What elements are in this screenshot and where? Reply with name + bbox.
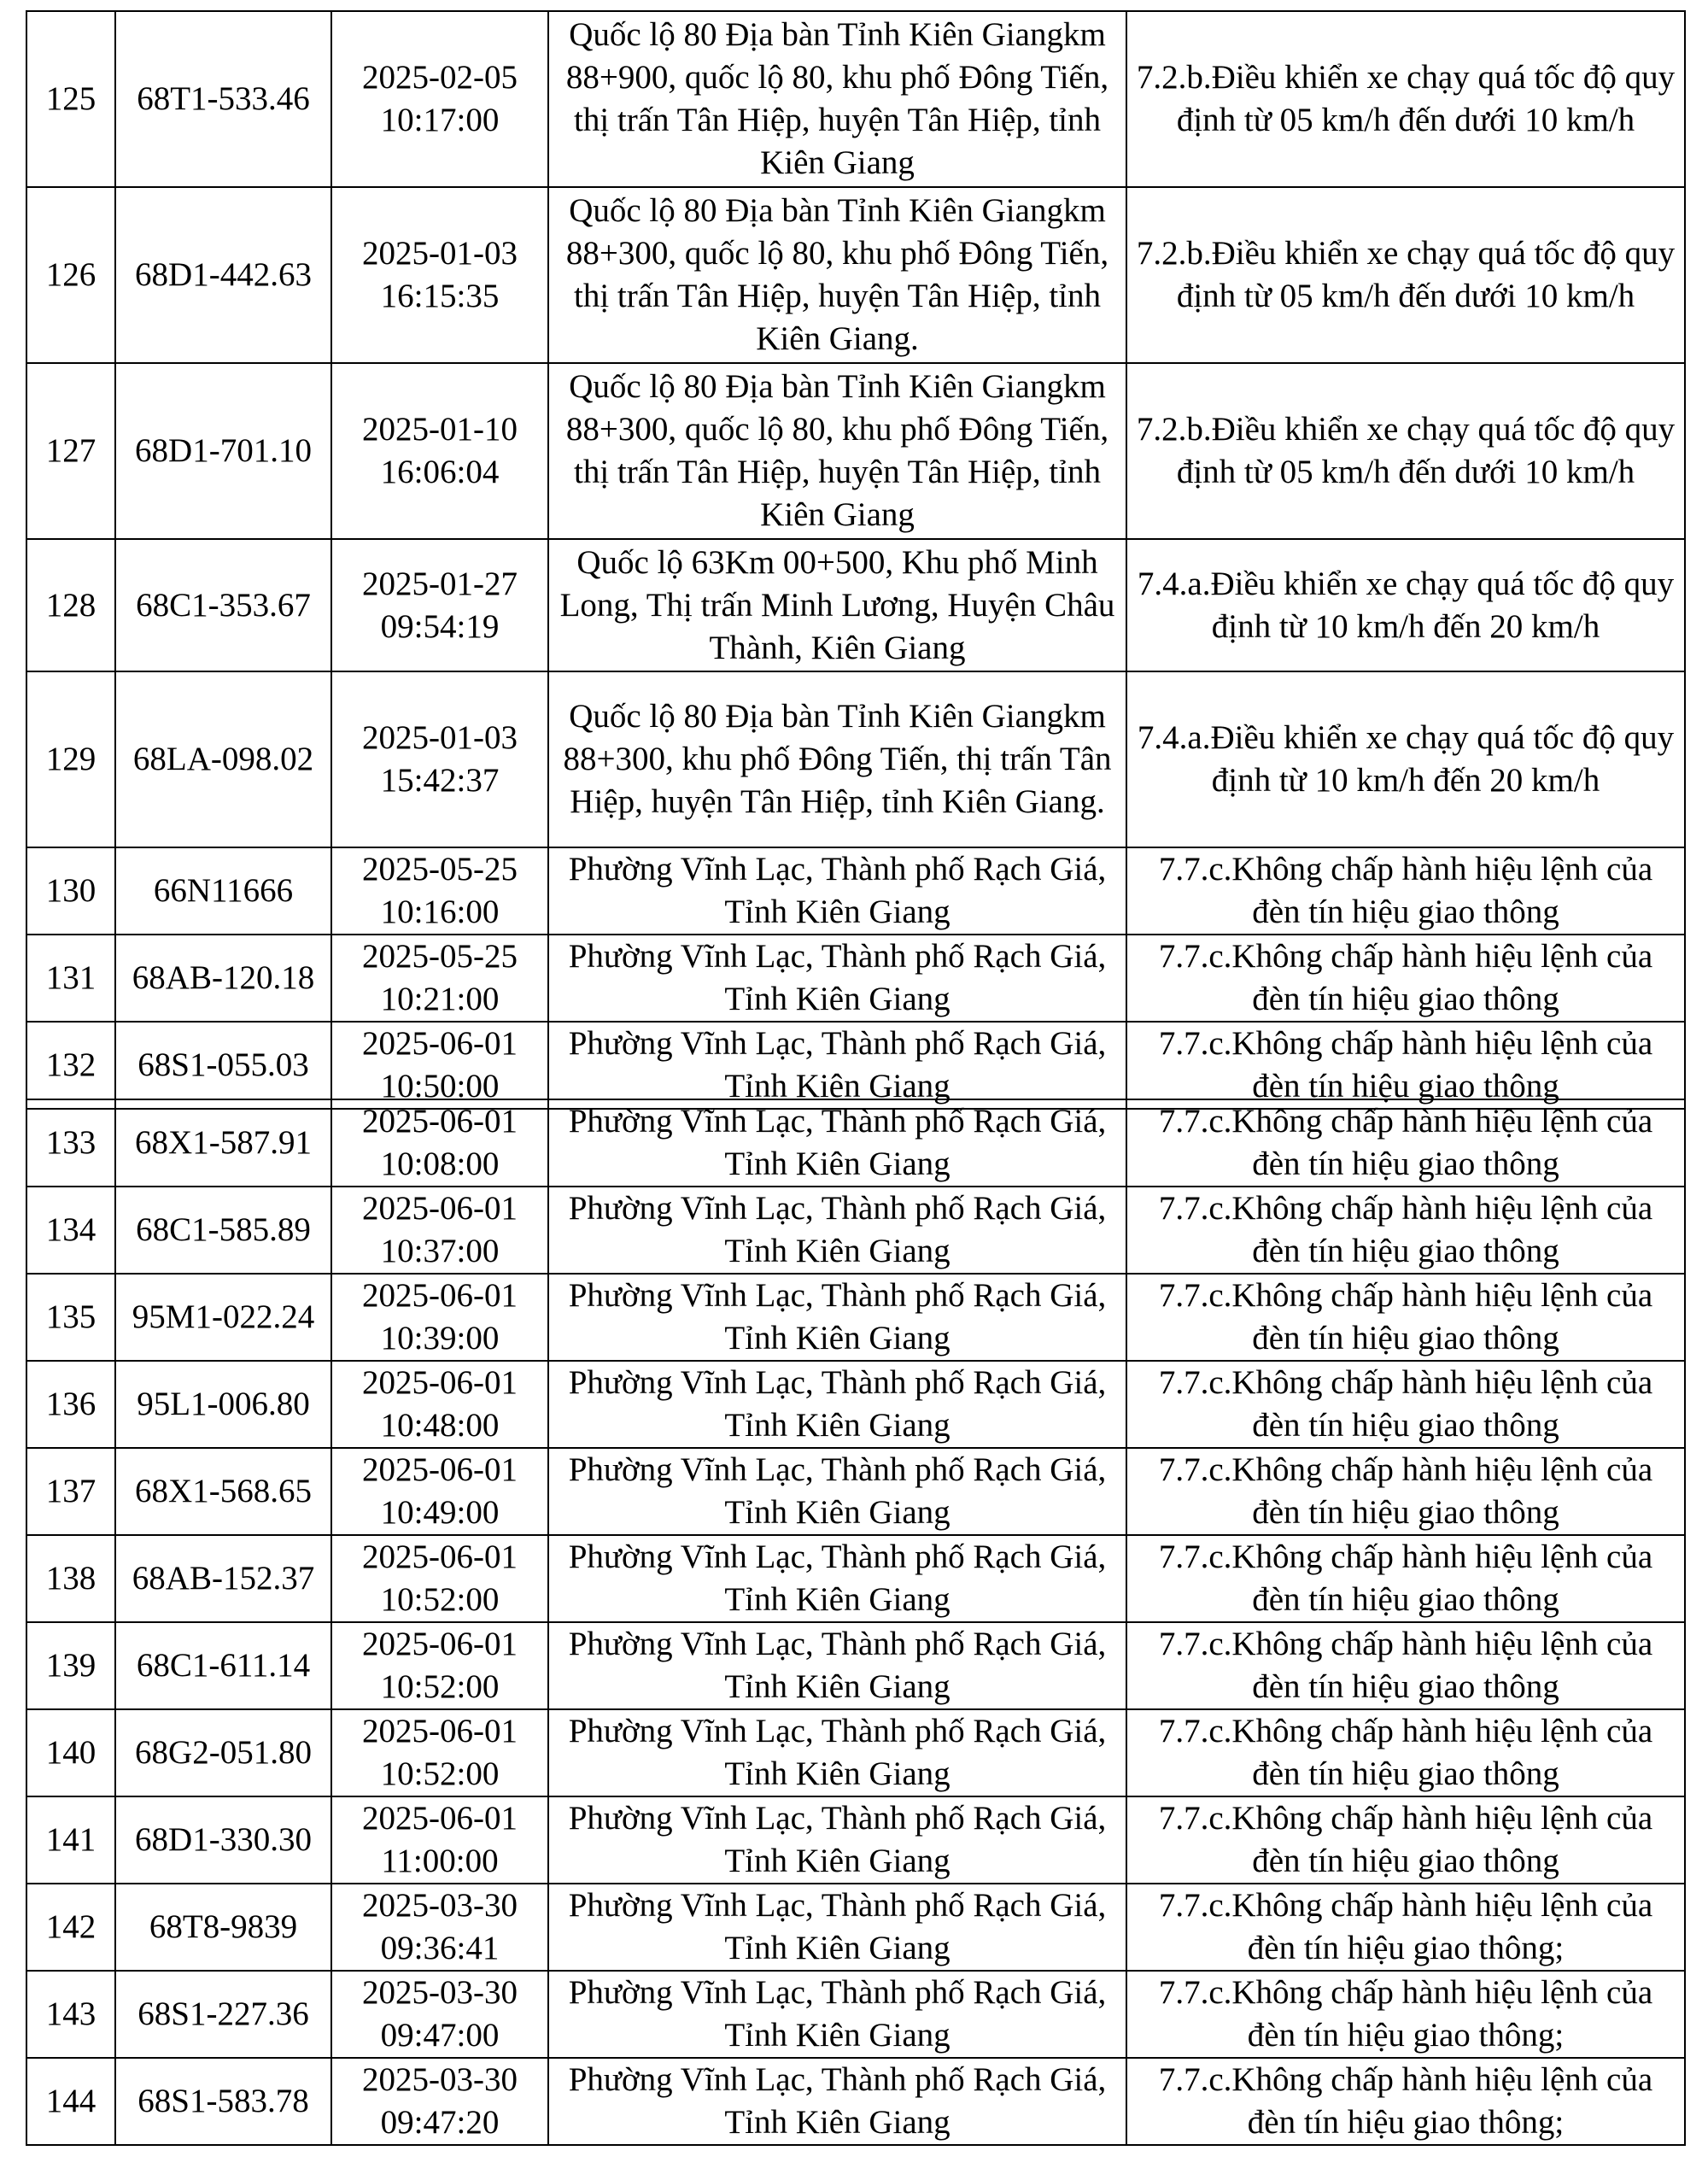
plate-value: 68S1-055.03	[137, 1046, 309, 1083]
plate-value: 68AB-120.18	[132, 959, 315, 996]
plate-value: 68T8-9839	[149, 1908, 298, 1945]
location-value: Phường Vĩnh Lạc, Thành phố Rạch Giá, Tỉnh Kiên Giang	[568, 1538, 1107, 1618]
datetime-cell	[331, 11, 548, 187]
datetime-cell	[331, 2058, 548, 2145]
table-row	[26, 1709, 1685, 1796]
location-cell	[548, 2058, 1126, 2145]
stt-cell	[26, 1099, 115, 1187]
date-value: 2025-03-30	[362, 1887, 518, 1924]
plate-cell	[115, 539, 331, 671]
stt-cell	[26, 1022, 115, 1109]
plate-value: 68S1-227.36	[137, 1995, 309, 2032]
violation-value: 7.7.c.Không chấp hành hiệu lệnh của đèn tín hiệu giao thông	[1158, 1451, 1653, 1531]
location-cell	[548, 1274, 1126, 1361]
violation-value: 7.7.c.Không chấp hành hiệu lệnh của đèn tín hiệu giao thông	[1158, 851, 1653, 930]
violation-value: 7.7.c.Không chấp hành hiệu lệnh của đèn tín hiệu giao thông;	[1158, 1974, 1653, 2054]
stt-value: 133	[45, 1124, 97, 1161]
location-value: Phường Vĩnh Lạc, Thành phố Rạch Giá, Tỉnh Kiên Giang	[568, 1277, 1107, 1357]
violation-value: 7.2.b.Điều khiển xe chạy quá tốc độ quy định từ 05 km/h đến dưới 10 km/h	[1136, 411, 1676, 490]
location-cell	[548, 1796, 1126, 1884]
plate-cell	[115, 1971, 331, 2058]
plate-cell	[115, 671, 331, 847]
plate-cell	[115, 1187, 331, 1274]
stt-cell	[26, 671, 115, 847]
violation-value: 7.7.c.Không chấp hành hiệu lệnh của đèn tín hiệu giao thông;	[1158, 1887, 1653, 1966]
date-value: 2025-05-25	[362, 851, 518, 888]
location-cell	[548, 363, 1126, 539]
violations-table-part1	[26, 10, 1686, 1110]
date-value: 2025-01-03	[362, 235, 518, 272]
location-cell	[548, 1709, 1126, 1796]
violation-cell	[1126, 1022, 1685, 1109]
table-row	[26, 363, 1685, 539]
plate-value: 68X1-568.65	[135, 1473, 312, 1509]
time-value: 09:54:19	[380, 607, 500, 645]
date-value: 2025-06-01	[362, 1364, 518, 1401]
datetime-cell	[331, 539, 548, 671]
location-value: Phường Vĩnh Lạc, Thành phố Rạch Giá, Tỉnh Kiên Giang	[568, 1713, 1107, 1792]
location-value: Quốc lộ 80 Địa bàn Tỉnh Kiên Giangkm 88+300, quốc lộ 80, khu phố Đông Tiến, thị trấn Tân Hiệp, huyện Tân Hiệp, tỉnh Kiên Giang	[565, 368, 1109, 533]
table-row	[26, 539, 1685, 671]
violation-value: 7.7.c.Không chấp hành hiệu lệnh của đèn tín hiệu giao thông	[1158, 1800, 1653, 1879]
violation-cell	[1126, 11, 1685, 187]
time-value: 10:21:00	[380, 981, 500, 1017]
location-cell	[548, 539, 1126, 671]
location-value: Quốc lộ 80 Địa bàn Tỉnh Kiên Giangkm 88+900, quốc lộ 80, khu phố Đông Tiến, thị trấn Tân Hiệp, huyện Tân Hiệp, tỉnh Kiên Giang	[565, 16, 1109, 181]
stt-cell	[26, 363, 115, 539]
table-row	[26, 671, 1685, 847]
location-cell	[548, 1448, 1126, 1535]
plate-cell	[115, 1884, 331, 1971]
violation-cell	[1126, 1796, 1685, 1884]
plate-value: 68D1-330.30	[135, 1821, 312, 1858]
violation-value: 7.7.c.Không chấp hành hiệu lệnh của đèn tín hiệu giao thông	[1158, 1364, 1653, 1444]
time-value: 10:37:00	[380, 1233, 500, 1269]
plate-cell	[115, 1796, 331, 1884]
location-cell	[548, 847, 1126, 935]
time-value: 16:15:35	[380, 278, 500, 314]
time-value: 10:48:00	[380, 1407, 500, 1444]
violation-value: 7.7.c.Không chấp hành hiệu lệnh của đèn tín hiệu giao thông	[1158, 1538, 1653, 1618]
location-cell	[548, 1022, 1126, 1109]
stt-cell	[26, 847, 115, 935]
plate-value: 68G2-051.80	[135, 1734, 312, 1771]
stt-cell	[26, 2058, 115, 2145]
plate-cell	[115, 847, 331, 935]
stt-value: 128	[45, 586, 97, 624]
location-cell	[548, 11, 1126, 187]
table-row	[26, 1971, 1685, 2058]
violation-value: 7.2.b.Điều khiển xe chạy quá tốc độ quy định từ 05 km/h đến dưới 10 km/h	[1136, 59, 1676, 138]
location-cell	[548, 671, 1126, 847]
plate-value: 68X1-587.91	[135, 1124, 312, 1161]
violation-value: 7.7.c.Không chấp hành hiệu lệnh của đèn tín hiệu giao thông	[1158, 1103, 1653, 1182]
date-value: 2025-06-01	[362, 1538, 518, 1575]
violation-cell	[1126, 1535, 1685, 1622]
plate-value: 95L1-006.80	[137, 1386, 310, 1422]
plate-cell	[115, 1361, 331, 1448]
datetime-cell	[331, 1448, 548, 1535]
location-cell	[548, 1535, 1126, 1622]
table-row	[26, 1361, 1685, 1448]
plate-value: 95M1-022.24	[132, 1298, 315, 1335]
plate-value: 68S1-583.78	[137, 2083, 309, 2119]
table-row	[26, 935, 1685, 1022]
date-value: 2025-05-25	[362, 938, 518, 975]
violation-value: 7.7.c.Không chấp hành hiệu lệnh của đèn tín hiệu giao thông	[1158, 1713, 1653, 1792]
violation-cell	[1126, 671, 1685, 847]
violation-value: 7.4.a.Điều khiển xe chạy quá tốc độ quy định từ 10 km/h đến 20 km/h	[1137, 719, 1675, 799]
table-row	[26, 1796, 1685, 1884]
date-value: 2025-03-30	[362, 2061, 518, 2098]
stt-value: 140	[45, 1734, 97, 1771]
plate-value: 68C1-611.14	[136, 1647, 311, 1684]
plate-value: 68C1-585.89	[136, 1211, 311, 1248]
stt-value: 138	[45, 1560, 97, 1597]
location-cell	[548, 1622, 1126, 1709]
datetime-cell	[331, 1622, 548, 1709]
location-value: Phường Vĩnh Lạc, Thành phố Rạch Giá, Tỉnh Kiên Giang	[568, 938, 1107, 1017]
stt-value: 142	[45, 1908, 97, 1945]
stt-value: 143	[45, 1995, 97, 2032]
stt-cell	[26, 1274, 115, 1361]
plate-cell	[115, 2058, 331, 2145]
datetime-cell	[331, 1022, 548, 1109]
time-value: 09:36:41	[380, 1930, 500, 1966]
table-row	[26, 11, 1685, 187]
date-value: 2025-06-01	[362, 1626, 518, 1662]
plate-cell	[115, 363, 331, 539]
plate-cell	[115, 935, 331, 1022]
datetime-cell	[331, 935, 548, 1022]
violation-cell	[1126, 363, 1685, 539]
violation-value: 7.7.c.Không chấp hành hiệu lệnh của đèn tín hiệu giao thông;	[1158, 2061, 1653, 2141]
time-value: 10:16:00	[380, 894, 500, 930]
violation-value: 7.7.c.Không chấp hành hiệu lệnh của đèn tín hiệu giao thông	[1158, 1025, 1653, 1105]
violation-cell	[1126, 1709, 1685, 1796]
stt-value: 137	[45, 1473, 97, 1509]
table-row	[26, 1535, 1685, 1622]
violation-cell	[1126, 539, 1685, 671]
violation-value: 7.2.b.Điều khiển xe chạy quá tốc độ quy định từ 05 km/h đến dưới 10 km/h	[1136, 235, 1676, 314]
stt-value: 129	[45, 741, 97, 777]
plate-cell	[115, 1535, 331, 1622]
datetime-cell	[331, 1884, 548, 1971]
location-cell	[548, 935, 1126, 1022]
violation-cell	[1126, 1622, 1685, 1709]
time-value: 10:52:00	[380, 1581, 500, 1618]
stt-cell	[26, 1361, 115, 1448]
stt-value: 130	[45, 872, 97, 909]
location-value: Phường Vĩnh Lạc, Thành phố Rạch Giá, Tỉnh Kiên Giang	[568, 1800, 1107, 1879]
violation-cell	[1126, 1274, 1685, 1361]
time-value: 10:39:00	[380, 1320, 500, 1357]
location-value: Phường Vĩnh Lạc, Thành phố Rạch Giá, Tỉnh Kiên Giang	[568, 1025, 1107, 1105]
time-value: 16:06:04	[380, 454, 500, 490]
table-row	[26, 1622, 1685, 1709]
time-value: 10:52:00	[380, 1668, 500, 1705]
violation-cell	[1126, 847, 1685, 935]
datetime-cell	[331, 363, 548, 539]
stt-value: 141	[45, 1821, 97, 1858]
location-cell	[548, 1187, 1126, 1274]
stt-cell	[26, 1884, 115, 1971]
violation-cell	[1126, 1187, 1685, 1274]
location-value: Quốc lộ 80 Địa bàn Tỉnh Kiên Giangkm 88+300, quốc lộ 80, khu phố Đông Tiến, thị trấn Tân Hiệp, huyện Tân Hiệp, tỉnh Kiên Giang.	[565, 192, 1109, 357]
stt-cell	[26, 1187, 115, 1274]
table-row	[26, 2058, 1685, 2145]
stt-value: 135	[45, 1298, 97, 1335]
stt-value: 126	[45, 256, 97, 293]
plate-cell	[115, 11, 331, 187]
table-row	[26, 847, 1685, 935]
time-value: 09:47:00	[380, 2017, 500, 2054]
stt-cell	[26, 539, 115, 671]
plate-cell	[115, 1448, 331, 1535]
stt-value: 127	[45, 432, 97, 469]
table-row	[26, 1099, 1685, 1187]
stt-value: 139	[45, 1647, 97, 1684]
stt-cell	[26, 1448, 115, 1535]
violation-value: 7.7.c.Không chấp hành hiệu lệnh của đèn tín hiệu giao thông	[1158, 1626, 1653, 1705]
time-value: 11:00:00	[381, 1843, 499, 1879]
location-cell	[548, 1971, 1126, 2058]
stt-cell	[26, 1796, 115, 1884]
violation-value: 7.4.a.Điều khiển xe chạy quá tốc độ quy định từ 10 km/h đến 20 km/h	[1137, 565, 1675, 645]
stt-cell	[26, 1622, 115, 1709]
date-value: 2025-03-30	[362, 1974, 518, 2011]
datetime-cell	[331, 671, 548, 847]
stt-cell	[26, 1535, 115, 1622]
location-value: Quốc lộ 63Km 00+500, Khu phố Minh Long, Thị trấn Minh Lương, Huyện Châu Thành, Kiên Giang	[559, 543, 1115, 666]
violation-cell	[1126, 187, 1685, 363]
location-value: Phường Vĩnh Lạc, Thành phố Rạch Giá, Tỉnh Kiên Giang	[568, 1103, 1107, 1182]
date-value: 2025-06-01	[362, 1800, 518, 1837]
location-value: Phường Vĩnh Lạc, Thành phố Rạch Giá, Tỉnh Kiên Giang	[568, 1626, 1107, 1705]
stt-cell	[26, 11, 115, 187]
plate-value: 68C1-353.67	[136, 586, 311, 624]
violation-value: 7.7.c.Không chấp hành hiệu lệnh của đèn tín hiệu giao thông	[1158, 1277, 1653, 1357]
plate-value: 68AB-152.37	[132, 1560, 315, 1597]
plate-cell	[115, 1022, 331, 1109]
datetime-cell	[331, 1535, 548, 1622]
location-value: Phường Vĩnh Lạc, Thành phố Rạch Giá, Tỉnh Kiên Giang	[568, 851, 1107, 930]
violation-value: 7.7.c.Không chấp hành hiệu lệnh của đèn tín hiệu giao thông	[1158, 1190, 1653, 1269]
date-value: 2025-06-01	[362, 1277, 518, 1314]
date-value: 2025-06-01	[362, 1025, 518, 1062]
location-value: Phường Vĩnh Lạc, Thành phố Rạch Giá, Tỉnh Kiên Giang	[568, 1190, 1107, 1269]
stt-value: 136	[45, 1386, 97, 1422]
time-value: 10:50:00	[380, 1068, 500, 1105]
location-value: Phường Vĩnh Lạc, Thành phố Rạch Giá, Tỉnh Kiên Giang	[568, 1364, 1107, 1444]
datetime-cell	[331, 187, 548, 363]
datetime-cell	[331, 1099, 548, 1187]
violation-cell	[1126, 1361, 1685, 1448]
plate-cell	[115, 187, 331, 363]
date-value: 2025-01-03	[362, 719, 518, 756]
time-value: 09:47:20	[380, 2104, 500, 2141]
location-value: Quốc lộ 80 Địa bàn Tỉnh Kiên Giangkm 88+300, khu phố Đông Tiến, thị trấn Tân Hiệp, huyện Tân Hiệp, tỉnh Kiên Giang.	[563, 698, 1112, 820]
location-cell	[548, 1361, 1126, 1448]
location-cell	[548, 1099, 1126, 1187]
plate-cell	[115, 1622, 331, 1709]
stt-cell	[26, 1971, 115, 2058]
date-value: 2025-02-05	[362, 59, 518, 96]
stt-value: 134	[45, 1211, 97, 1248]
date-value: 2025-06-01	[362, 1451, 518, 1488]
table-row	[26, 1884, 1685, 1971]
plate-value: 68T1-533.46	[137, 80, 310, 117]
datetime-cell	[331, 1709, 548, 1796]
location-cell	[548, 1884, 1126, 1971]
time-value: 15:42:37	[380, 762, 500, 799]
plate-value: 66N11666	[153, 872, 294, 909]
date-value: 2025-06-01	[362, 1103, 518, 1140]
plate-cell	[115, 1709, 331, 1796]
table-row	[26, 1022, 1685, 1109]
location-value: Phường Vĩnh Lạc, Thành phố Rạch Giá, Tỉnh Kiên Giang	[568, 2061, 1107, 2141]
datetime-cell	[331, 1187, 548, 1274]
violations-table-part2	[26, 1099, 1686, 2146]
datetime-cell	[331, 1361, 548, 1448]
stt-cell	[26, 1709, 115, 1796]
stt-cell	[26, 187, 115, 363]
date-value: 2025-01-27	[362, 565, 518, 602]
datetime-cell	[331, 1971, 548, 2058]
plate-value: 68D1-442.63	[135, 256, 312, 293]
location-value: Phường Vĩnh Lạc, Thành phố Rạch Giá, Tỉnh Kiên Giang	[568, 1451, 1107, 1531]
location-value: Phường Vĩnh Lạc, Thành phố Rạch Giá, Tỉnh Kiên Giang	[568, 1887, 1107, 1966]
plate-cell	[115, 1099, 331, 1187]
time-value: 10:08:00	[380, 1146, 500, 1182]
violation-cell	[1126, 935, 1685, 1022]
time-value: 10:52:00	[380, 1755, 500, 1792]
violations-table-body	[26, 1099, 1685, 2145]
table-row	[26, 1274, 1685, 1361]
stt-value: 125	[45, 80, 97, 117]
plate-value: 68D1-701.10	[135, 432, 312, 469]
violations-table-body	[26, 11, 1685, 1109]
stt-value: 144	[45, 2083, 97, 2119]
table-row	[26, 187, 1685, 363]
time-value: 10:49:00	[380, 1494, 500, 1531]
date-value: 2025-06-01	[362, 1190, 518, 1227]
location-cell	[548, 187, 1126, 363]
violation-cell	[1126, 1448, 1685, 1535]
datetime-cell	[331, 1796, 548, 1884]
violation-cell	[1126, 1099, 1685, 1187]
table-row	[26, 1187, 1685, 1274]
table-row	[26, 1448, 1685, 1535]
location-value: Phường Vĩnh Lạc, Thành phố Rạch Giá, Tỉnh Kiên Giang	[568, 1974, 1107, 2054]
stt-value: 131	[45, 959, 97, 996]
plate-value: 68LA-098.02	[132, 741, 314, 777]
violation-cell	[1126, 1971, 1685, 2058]
stt-value: 132	[45, 1046, 97, 1083]
date-value: 2025-06-01	[362, 1713, 518, 1749]
datetime-cell	[331, 847, 548, 935]
date-value: 2025-01-10	[362, 411, 518, 448]
time-value: 10:17:00	[380, 102, 500, 138]
violation-cell	[1126, 1884, 1685, 1971]
violation-value: 7.7.c.Không chấp hành hiệu lệnh của đèn tín hiệu giao thông	[1158, 938, 1653, 1017]
plate-cell	[115, 1274, 331, 1361]
stt-cell	[26, 935, 115, 1022]
datetime-cell	[331, 1274, 548, 1361]
violation-cell	[1126, 2058, 1685, 2145]
